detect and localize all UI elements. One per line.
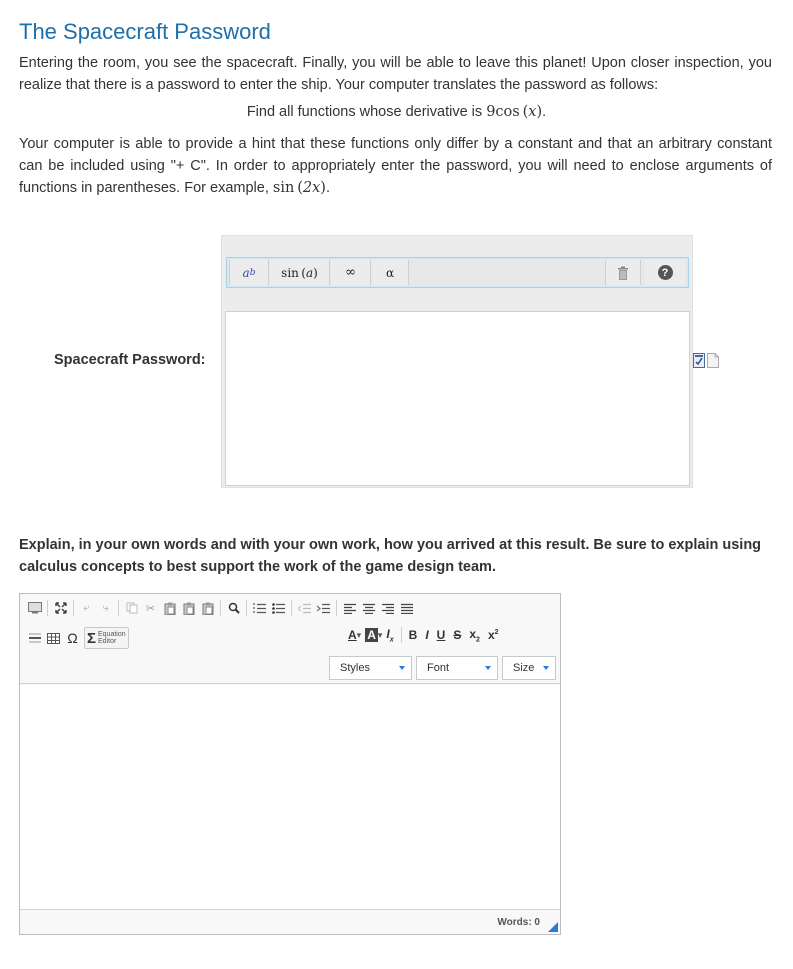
- bold-button[interactable]: B: [408, 628, 418, 643]
- task-text: Find all functions whose derivative is: [246, 104, 487, 120]
- font-dropdown[interactable]: Font: [416, 656, 498, 680]
- page-title: The Spacecraft Password: [19, 19, 271, 44]
- align-justify-icon[interactable]: [399, 600, 415, 616]
- format-buttons: A ▾ A ▾ $I_x$ B I U S $x_2$ $x^2$: [348, 627, 499, 644]
- math-toolbar: [226, 257, 689, 288]
- strike-button[interactable]: S: [453, 628, 462, 643]
- align-left-icon[interactable]: [342, 600, 358, 616]
- sigma-icon: Σ: [87, 629, 97, 647]
- styles-dropdown[interactable]: Styles: [329, 656, 412, 680]
- paste-word-icon[interactable]: [200, 600, 216, 616]
- equation-editor-button[interactable]: Σ Equation Editor: [84, 627, 129, 649]
- resize-handle[interactable]: [548, 922, 558, 932]
- bulleted-list-icon[interactable]: [271, 600, 287, 616]
- password-input[interactable]: [225, 311, 690, 486]
- sin-button[interactable]: sin ( a ): [270, 260, 330, 285]
- source-icon[interactable]: [27, 600, 43, 616]
- editor-status-bar: [20, 909, 560, 934]
- remove-format-button[interactable]: $I_x$: [386, 627, 394, 644]
- undo-icon[interactable]: ⤶: [83, 601, 90, 614]
- hint-paragraph: Your computer is able to provide a hint that these functions only differ by a constant and that an arbitrary constant can be included using "+ C". In order to appropriately enter the password, you will need to enclose arguments of functions in parentheses. For example, sin (2x).: [19, 136, 772, 196]
- task-math: 9cos (x): [486, 104, 543, 120]
- power-button[interactable]: a b: [229, 260, 269, 285]
- side-icons: [693, 353, 719, 373]
- special-char-icon[interactable]: Ω: [67, 630, 78, 646]
- align-center-icon[interactable]: [361, 600, 377, 616]
- text-color-button[interactable]: A: [348, 628, 357, 643]
- explain-prompt: Explain, in your own words and with your own work, how you arrived at this result. Be sure to explain using calculus concepts to best support the work of the game design team.: [19, 537, 762, 575]
- table-icon[interactable]: [46, 630, 62, 646]
- superscript-button[interactable]: $x^2$: [487, 628, 499, 643]
- outdent-icon[interactable]: [297, 600, 313, 616]
- answer-label: Spacecraft Password:: [54, 352, 206, 368]
- find-icon[interactable]: [226, 600, 242, 616]
- copy-format-icon[interactable]: [124, 600, 140, 616]
- maximize-icon[interactable]: [53, 600, 69, 616]
- toolbar-row-1: [25, 600, 416, 616]
- italic-button[interactable]: I: [425, 628, 429, 643]
- help-icon[interactable]: ?: [645, 260, 685, 285]
- indent-icon[interactable]: [316, 600, 332, 616]
- bg-color-button[interactable]: A: [367, 628, 376, 643]
- paste-text-icon[interactable]: [181, 600, 197, 616]
- horizontal-line-icon[interactable]: [27, 630, 43, 646]
- cut-icon[interactable]: ✂: [145, 602, 156, 615]
- redo-icon[interactable]: ⤷: [102, 601, 109, 614]
- editor-text-area[interactable]: [20, 685, 560, 909]
- size-dropdown[interactable]: Size: [502, 656, 556, 680]
- numbered-list-icon[interactable]: [252, 600, 268, 616]
- task-line: Find all functions whose derivative is 9cos (x).: [246, 104, 547, 120]
- spellcheck-icon[interactable]: [693, 353, 705, 373]
- document-icon[interactable]: [707, 353, 719, 373]
- paste-icon[interactable]: [162, 600, 178, 616]
- underline-button[interactable]: U: [436, 628, 446, 643]
- align-right-icon[interactable]: [380, 600, 396, 616]
- subscript-button[interactable]: $x_2$: [469, 627, 480, 644]
- math-answer-widget: [221, 235, 693, 488]
- hint-text: Your computer is able to provide a hint that these functions only differ by a constant and that an arbitrary constant can be included using "+ C". In order to appropriately enter the password, you will need to enclose arguments of functions in parentheses. For example,: [19, 136, 772, 196]
- infinity-button[interactable]: ∞: [331, 260, 371, 285]
- toolbar-row-2: [25, 627, 129, 649]
- greek-button[interactable]: α: [372, 260, 409, 285]
- hint-math: sin (2x): [272, 180, 326, 196]
- word-count: Words: 0: [497, 917, 540, 928]
- intro-paragraph: Entering the room, you see the spacecraft. Finally, you will be able to leave this planet! Upon closer inspection, you realize that there is a password to enter the ship. Your computer translates the password as follows:: [19, 55, 772, 93]
- trash-icon[interactable]: [605, 260, 641, 285]
